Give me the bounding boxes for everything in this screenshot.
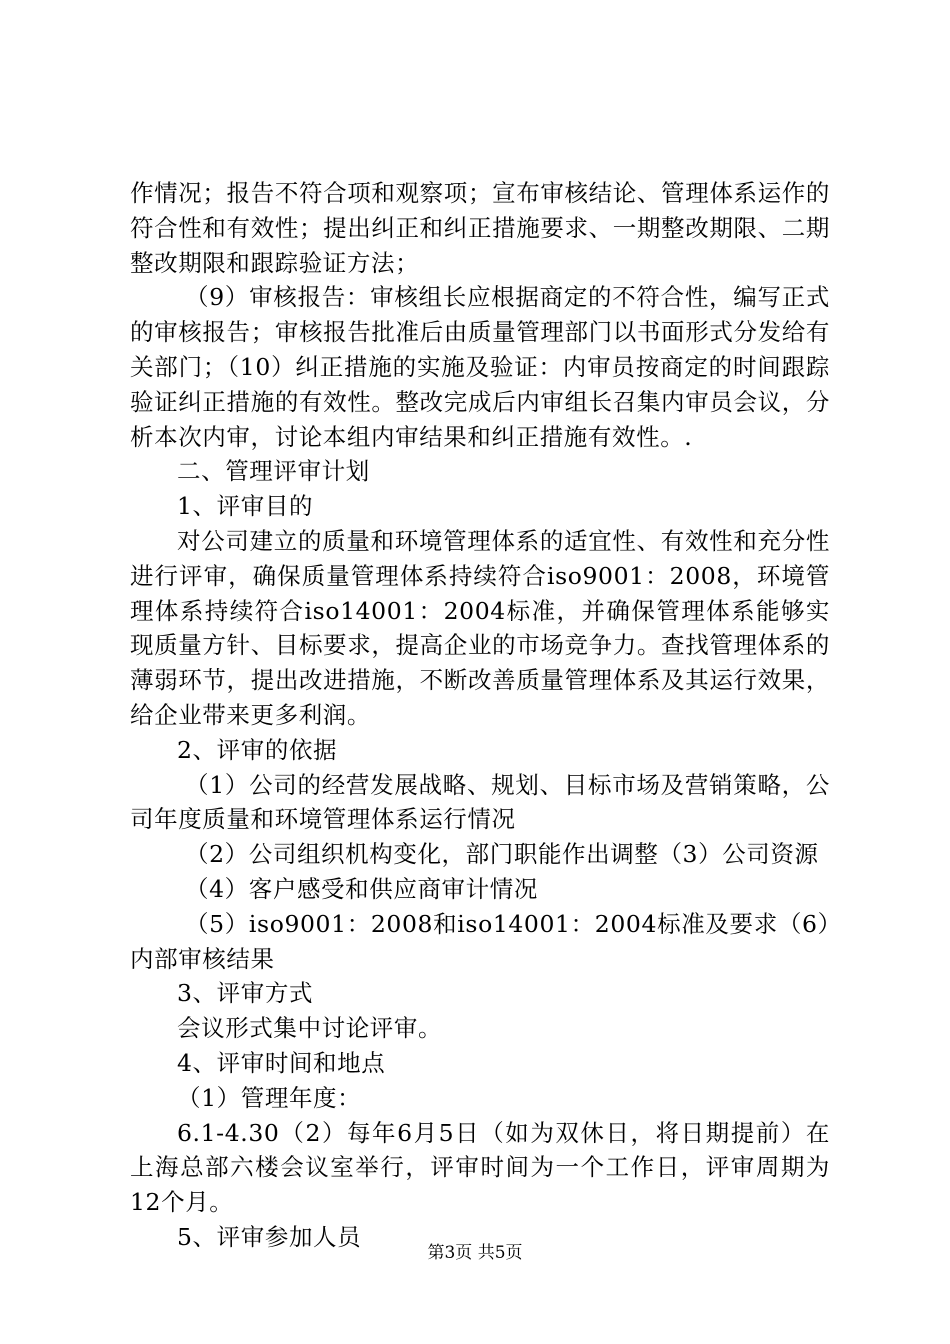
list-item-basis-5: （5）iso9001：2008和iso14001：2004标准及要求（6）内部审核结果 (130, 909, 830, 973)
list-item-basis-1: （1）公司的经营发展战略、规划、目标市场及营销策略，公司年度质量和环境管理体系运行情况 (130, 770, 830, 834)
subheading-review-method: 3、评审方式 (177, 979, 314, 1008)
list-item-basis-2: （2）公司组织机构变化，部门职能作出调整（3）公司资源 (185, 840, 819, 869)
subheading-review-purpose: 1、评审目的 (177, 492, 314, 521)
list-item-basis-4: （4）客户感受和供应商审计情况 (185, 874, 538, 903)
paragraph-review-purpose: 对公司建立的质量和环境管理体系的适宜性、有效性和充分性进行评审，确保质量管理体系持续符合iso9001：2008，环境管理体系持续符合iso14001：2004标准，并确保管理体系能够实现质量方针、目标要求，提高企业的市场竞争力。查找管理体系的薄弱环节，提出改进措施，不断改善质量管理体系及其运行效果，给企业带来更多利润。 (130, 526, 830, 729)
subheading-review-participants: 5、评审参加人员 (177, 1222, 362, 1251)
paragraph-review-method: 会议形式集中讨论评审。 (177, 1014, 443, 1043)
section-heading-management-review: 二、管理评审计划 (177, 457, 370, 486)
paragraph-audit-report: （9）审核报告：审核组长应根据商定的不符合性，编写正式的审核报告；审核报告批准后由质量管理部门以书面形式分发给有关部门；（10）纠正措施的实施及验证：内审员按商定的时间跟踪验证纠正措施的有效性。整改完成后内审组长召集内审员会议，分析本次内审，讨论本组内审结果和纠正措施有效性。. (130, 283, 830, 451)
paragraph-continuation: 作情况；报告不符合项和观察项；宣布审核结论、管理体系运作的符合性和有效性；提出纠正和纠正措施要求、一期整改期限、二期整改期限和跟踪验证方法； (130, 179, 830, 277)
page-footer (0, 1242, 950, 1264)
list-item-management-year: （1）管理年度： (177, 1083, 362, 1112)
document-body (130, 176, 830, 1255)
subheading-review-basis: 2、评审的依据 (177, 735, 338, 764)
subheading-review-time-place: 4、评审时间和地点 (177, 1048, 386, 1077)
paragraph-review-schedule: 6.1-4.30（2）每年6月5日（如为双休日，将日期提前）在上海总部六楼会议室举行，评审时间为一个工作日，评审周期为12个月。 (130, 1118, 830, 1217)
page-number: 第3页 共5页 (427, 1243, 523, 1263)
